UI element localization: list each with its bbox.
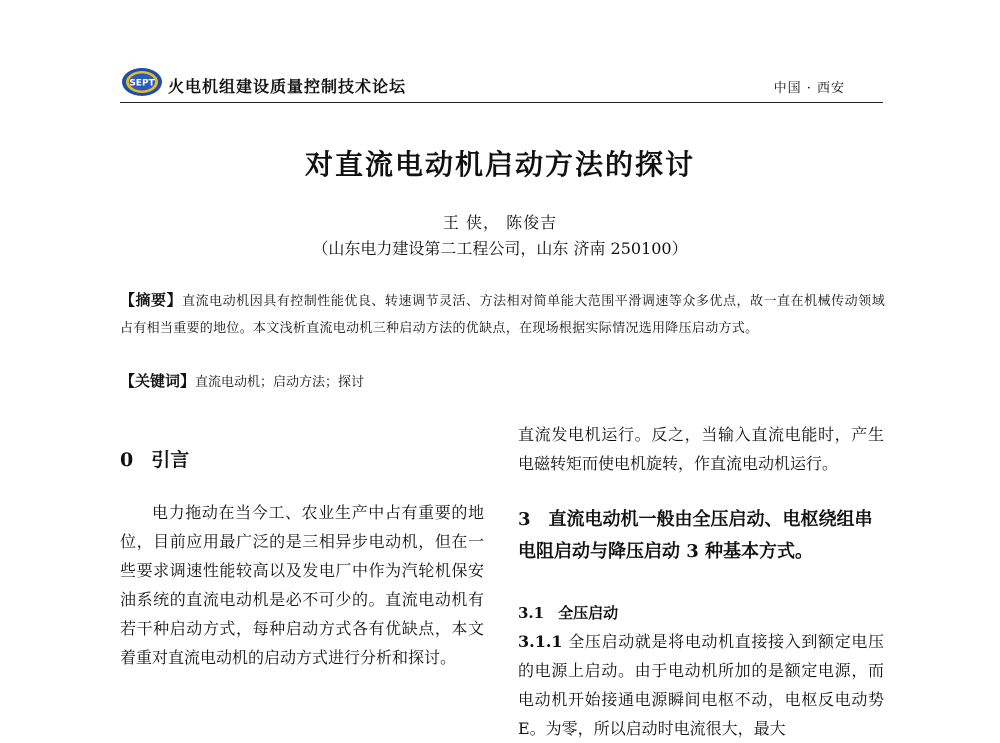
subsection-3-1-number: 3.1 <box>518 604 545 622</box>
paper-authors: 王 侠， 陈俊吉 <box>442 213 558 232</box>
abstract <box>120 287 885 342</box>
paper-affiliation: （山东电力建设第二工程公司，山东 济南 250100） <box>312 239 688 258</box>
paragraph-3-1-1-number: 3.1.1 <box>518 632 563 651</box>
section-0-heading <box>120 445 484 472</box>
left-column <box>120 445 484 672</box>
subsection-3-1-title: 全压启动 <box>558 604 619 622</box>
section-3-heading <box>518 504 884 568</box>
section-0-number: 0 <box>120 449 134 471</box>
paper-title: 对直流电动机启动方法的探讨 <box>304 148 695 181</box>
paragraph-3-1-1-text: 全压启动就是将电动机直接接入到额定电压的电源上启动。由于电动机所加的是额定电源，而电动机开始接通电源瞬间电枢不动，电枢反电动势 E。为零，所以启动时电流很大，最大 <box>518 632 884 738</box>
intro-paragraph: 电力拖动在当今工、农业生产中占有重要的地位，目前应用最广泛的是三相异步电动机，但在一些要求调速性能较高以及发电厂中作为汽轮机保安油系统的直流电动机是必不可少的。直流电动机有若干种启动方式，每种启动方式各有优缺点，本文着重对直流电动机的启动方式进行分析和探讨。 <box>120 503 484 667</box>
conference-logo <box>120 66 164 98</box>
subsection-3-1-heading <box>518 602 884 623</box>
svg-text:SEPT: SEPT <box>129 78 155 89</box>
section-0-title: 引言 <box>151 449 190 471</box>
keywords <box>120 368 885 396</box>
right-column <box>518 420 884 743</box>
conference-location: 中国 · 西安 <box>773 81 845 96</box>
abstract-text: 直流电动机因具有控制性能优良、转速调节灵活、方法相对简单能大范围平滑调速等众多优点，故一直在机械传动领域占有相当重要的地位。本文浅析直流电动机三种启动方法的优缺点，在现场根据实际情况选用降压启动方式。 <box>120 294 885 336</box>
conference-title: 火电机组建设质量控制技术论坛 <box>168 77 407 96</box>
header-divider <box>120 102 883 103</box>
paragraph-3-1-1 <box>518 627 884 743</box>
keywords-label: 【关键词】 <box>120 372 196 390</box>
abstract-label: 【摘要】 <box>120 291 183 309</box>
continued-paragraph: 直流发电机运行。反之，当输入直流电能时，产生电磁转矩而使电机旋转，作直流电动机运行。 <box>518 425 884 473</box>
keywords-text: 直流电动机；启动方法；探讨 <box>195 375 365 390</box>
section-3-title: 直流电动机一般由全压启动、电枢绕组串电阻启动与降压启动 3 种基本方式。 <box>518 509 873 562</box>
page-header <box>120 66 883 102</box>
section-3-number: 3 <box>518 509 531 530</box>
